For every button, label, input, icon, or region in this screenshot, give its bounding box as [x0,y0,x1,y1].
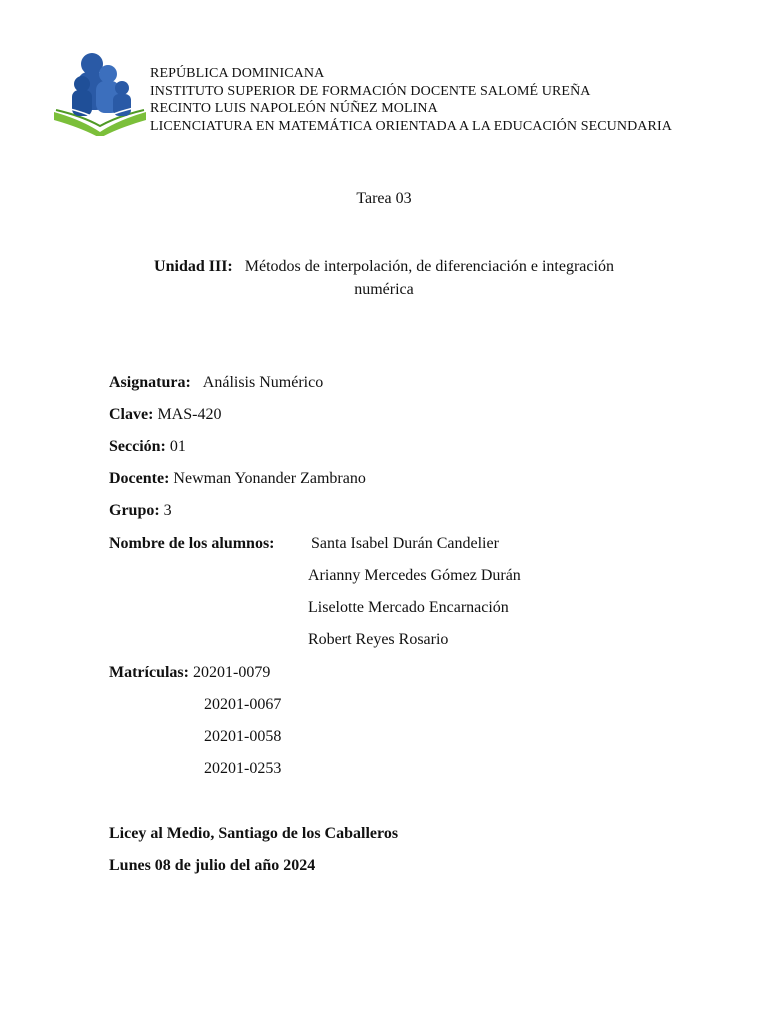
field-label: Clave: [109,406,154,423]
field-label: Grupo: [109,502,160,519]
list-item: Robert Reyes Rosario [308,631,449,648]
header-line-campus: RECINTO LUIS NAPOLEÓN NÚÑEZ MOLINA [150,101,438,116]
institution-header [150,65,672,135]
footer-place: Licey al Medio, Santiago de los Caballeros [109,825,399,842]
list-item: 20201-0067 [204,696,282,713]
list-item: 20201-0058 [204,728,282,745]
field-docente [109,470,366,488]
field-label: Docente: [109,470,170,487]
list-item: Santa Isabel Durán Candelier [311,535,499,552]
field-value: Análisis Numérico [202,374,324,391]
header-line-program: LICENCIATURA EN MATEMÁTICA ORIENTADA A LA EDUCACIÓN SECUNDARIA [150,118,672,134]
footer-date: Lunes 08 de julio del año 2024 [109,857,316,874]
unit-text-line2: numérica [354,281,414,298]
field-label: Sección: [109,438,166,455]
list-item: 20201-0253 [204,760,282,777]
field-seccion [109,438,186,456]
header-line-country: REPÚBLICA DOMINICANA [150,66,325,81]
field-value: Newman Yonander Zambrano [173,470,366,487]
matriculas-row [109,664,270,682]
field-label: Asignatura: [109,374,191,391]
header-line-institute: INSTITUTO SUPERIOR DE FORMACIÓN DOCENTE SALOMÉ UREÑA [150,83,591,99]
unit-label: Unidad III: [154,258,233,275]
list-item: 20201-0079 [192,664,271,681]
field-value: 01 [169,438,186,455]
matriculas-label: Matrículas: [109,664,189,681]
list-item: Arianny Mercedes Gómez Durán [308,567,521,584]
field-value: 3 [163,502,172,519]
institution-logo-icon [52,50,148,136]
field-asignatura [109,374,323,392]
unit-heading [0,255,768,301]
students-label [109,535,275,553]
field-value: MAS-420 [157,406,222,423]
list-item: Liselotte Mercado Encarnación [308,599,509,616]
field-grupo [109,502,172,520]
field-clave [109,406,221,424]
unit-text-line1: Métodos de interpolación, de diferenciación e integración [244,258,614,275]
students-label-text: Nombre de los alumnos: [109,535,275,552]
document-title: Tarea 03 [356,190,412,207]
